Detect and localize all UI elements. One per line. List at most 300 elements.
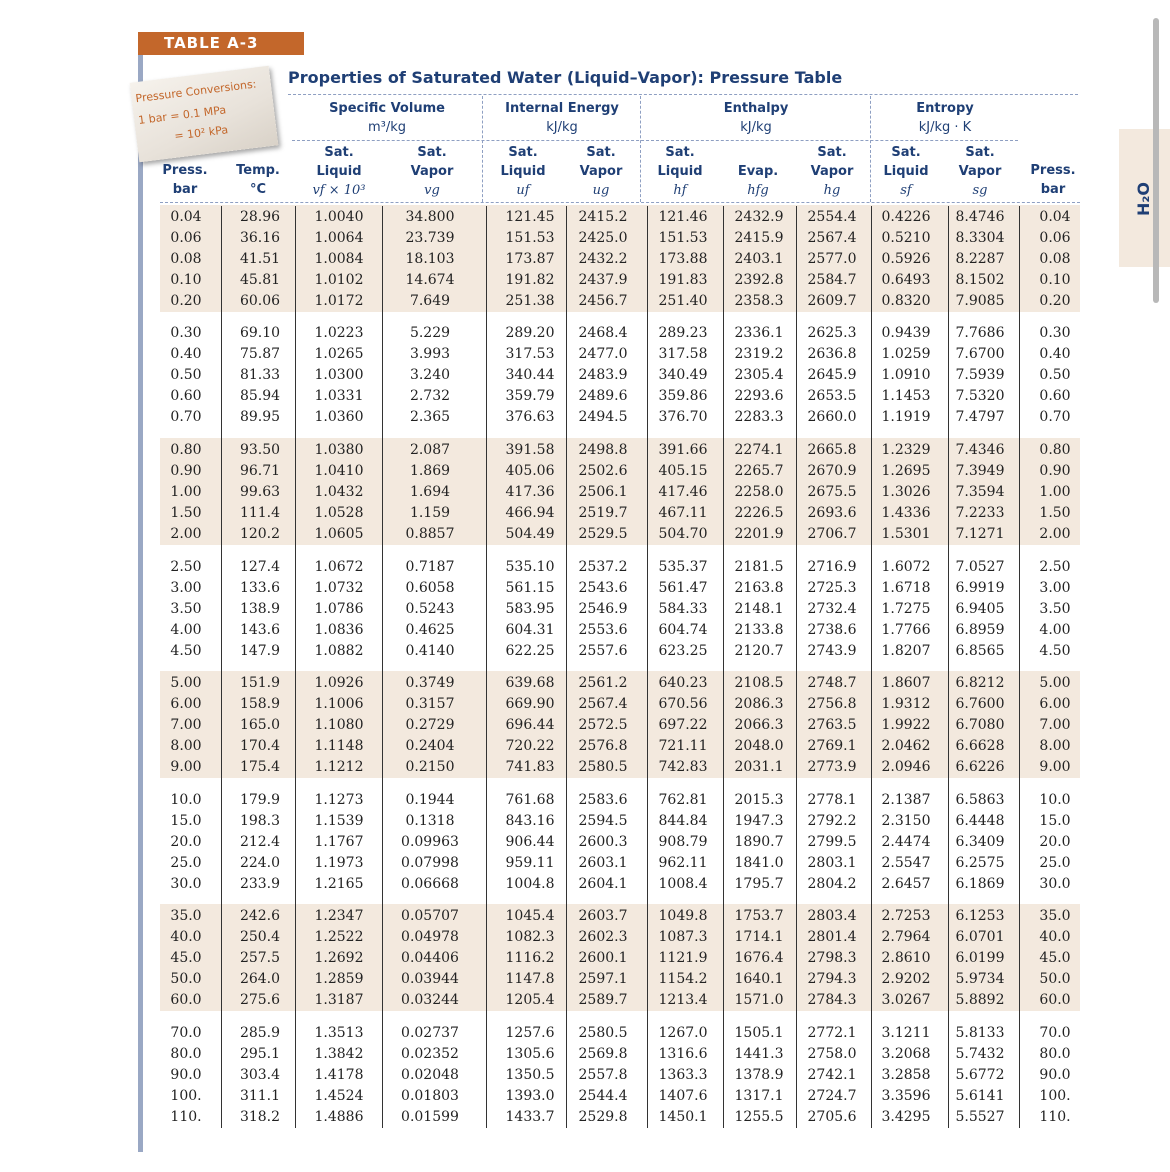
table-cell: 1.0172 — [314, 293, 364, 309]
table-cell: 0.08 — [170, 251, 202, 267]
table-cell: 1213.4 — [658, 992, 708, 1008]
table-cell: 143.6 — [239, 622, 281, 638]
table-cell: 0.30 — [1039, 325, 1071, 341]
table-cell: 1257.6 — [505, 1025, 555, 1041]
table-cell: 2567.4 — [807, 230, 857, 246]
column-divider — [871, 206, 872, 1128]
table-cell: 959.11 — [505, 855, 555, 871]
table-cell: 2557.6 — [578, 643, 628, 659]
table-cell: 7.3594 — [955, 484, 1005, 500]
table-cell: 0.04978 — [401, 929, 459, 945]
table-cell: 2553.6 — [578, 622, 628, 638]
table-cell: 151.9 — [239, 675, 281, 691]
table-cell: 6.4448 — [955, 813, 1005, 829]
table-cell: 110. — [1039, 1109, 1071, 1125]
table-cell: 40.0 — [170, 929, 202, 945]
table-cell: 10.0 — [170, 792, 202, 808]
table-cell: 0.04 — [1039, 209, 1071, 225]
table-cell: 2181.5 — [734, 559, 784, 575]
table-cell: 6.1253 — [955, 908, 1005, 924]
table-cell: 295.1 — [239, 1046, 281, 1062]
table-cell: 1.2329 — [881, 442, 931, 458]
table-cell: 2108.5 — [734, 675, 784, 691]
table-cell: 2.00 — [170, 526, 202, 542]
table-cell: 318.2 — [239, 1109, 281, 1125]
table-cell: 2258.0 — [734, 484, 784, 500]
table-cell: 604.31 — [505, 622, 555, 638]
table-cell: 2803.4 — [807, 908, 857, 924]
table-cell: 622.25 — [505, 643, 555, 659]
table-cell: 5.6772 — [955, 1067, 1005, 1083]
table-cell: 2293.6 — [734, 388, 784, 404]
table-cell: 3.00 — [1039, 580, 1071, 596]
table-cell: 1350.5 — [505, 1067, 555, 1083]
column-header: Temp. °C — [236, 163, 280, 197]
table-cell: 1640.1 — [734, 971, 784, 987]
table-cell: 1.0926 — [314, 675, 364, 691]
table-cell: 0.1318 — [405, 813, 455, 829]
table-cell: 20.0 — [170, 834, 202, 850]
table-cell: 85.94 — [239, 388, 281, 404]
table-cell: 0.03944 — [401, 971, 459, 987]
table-cell: 1.5301 — [881, 526, 931, 542]
table-cell: 2653.5 — [807, 388, 857, 404]
table-cell: 4.50 — [1039, 643, 1071, 659]
table-cell: 127.4 — [239, 559, 281, 575]
table-cell: 2031.1 — [734, 759, 784, 775]
table-cell: 2163.8 — [734, 580, 784, 596]
table-cell: 100. — [170, 1088, 202, 1104]
table-cell: 0.09963 — [401, 834, 459, 850]
conversions-heading: Pressure Conversions: — [134, 77, 258, 106]
table-cell: 1.2859 — [314, 971, 364, 987]
table-cell: 3.3596 — [881, 1088, 931, 1104]
table-cell: 2529.5 — [578, 526, 628, 542]
table-cell: 0.40 — [1039, 346, 1071, 362]
table-cell: 1.0265 — [314, 346, 364, 362]
table-cell: 120.2 — [239, 526, 281, 542]
table-cell: 2.0462 — [881, 738, 931, 754]
table-cell: 1.0064 — [314, 230, 364, 246]
column-header: Sat. Vapor hg — [810, 145, 854, 198]
table-cell: 1.3842 — [314, 1046, 364, 1062]
table-cell: 1.0300 — [314, 367, 364, 383]
table-cell: 1.1919 — [881, 409, 931, 425]
table-cell: 1753.7 — [734, 908, 784, 924]
table-cell: 14.674 — [405, 272, 455, 288]
table-cell: 7.5939 — [955, 367, 1005, 383]
table-cell: 583.95 — [505, 601, 555, 617]
table-cell: 90.0 — [170, 1067, 202, 1083]
table-cell: 151.53 — [658, 230, 708, 246]
column-divider — [948, 206, 949, 1128]
table-cell: 561.15 — [505, 580, 555, 596]
table-cell: 697.22 — [658, 717, 708, 733]
scrollbar[interactable] — [1153, 18, 1159, 303]
table-cell: 2133.8 — [734, 622, 784, 638]
table-cell: 96.71 — [239, 463, 281, 479]
table-cell: 720.22 — [505, 738, 555, 754]
table-cell: 60.0 — [1039, 992, 1071, 1008]
table-cell: 15.0 — [1039, 813, 1071, 829]
table-cell: 604.74 — [658, 622, 708, 638]
table-cell: 6.8565 — [955, 643, 1005, 659]
table-cell: 1267.0 — [658, 1025, 708, 1041]
table-cell: 2693.6 — [807, 505, 857, 521]
header-top-rule — [288, 94, 1078, 95]
table-cell: 2489.6 — [578, 388, 628, 404]
table-cell: 0.3157 — [405, 696, 455, 712]
table-cell: 2600.3 — [578, 834, 628, 850]
table-cell: 3.00 — [170, 580, 202, 596]
table-cell: 3.2858 — [881, 1067, 931, 1083]
table-cell: 1.1148 — [314, 738, 364, 754]
table-cell: 2529.8 — [578, 1109, 628, 1125]
table-cell: 1.00 — [170, 484, 202, 500]
table-cell: 5.229 — [409, 325, 451, 341]
table-cell: 2543.6 — [578, 580, 628, 596]
table-cell: 289.23 — [658, 325, 708, 341]
table-cell: 3.50 — [170, 601, 202, 617]
table-cell: 121.46 — [658, 209, 708, 225]
table-cell: 2803.1 — [807, 855, 857, 871]
table-cell: 2665.8 — [807, 442, 857, 458]
table-cell: 3.1211 — [881, 1025, 931, 1041]
table-cell: 2706.7 — [807, 526, 857, 542]
table-cell: 3.240 — [409, 367, 451, 383]
table-cell: 2537.2 — [578, 559, 628, 575]
table-cell: 6.0199 — [955, 950, 1005, 966]
table-cell: 289.20 — [505, 325, 555, 341]
table-cell: 30.0 — [170, 876, 202, 892]
table-cell: 2675.5 — [807, 484, 857, 500]
table-cell: 1505.1 — [734, 1025, 784, 1041]
table-cell: 4.50 — [170, 643, 202, 659]
table-cell: 1.0786 — [314, 601, 364, 617]
table-cell: 6.8959 — [955, 622, 1005, 638]
table-cell: 1378.9 — [734, 1067, 784, 1083]
table-cell: 2.50 — [170, 559, 202, 575]
table-cell: 1.00 — [1039, 484, 1071, 500]
table-cell: 535.37 — [658, 559, 708, 575]
table-cell: 2.732 — [409, 388, 451, 404]
table-cell: 2066.3 — [734, 717, 784, 733]
table-cell: 0.10 — [170, 272, 202, 288]
table-cell: 1008.4 — [658, 876, 708, 892]
table-cell: 504.70 — [658, 526, 708, 542]
table-cell: 93.50 — [239, 442, 281, 458]
table-cell: 2660.0 — [807, 409, 857, 425]
table-cell: 844.84 — [658, 813, 708, 829]
table-cell: 111.4 — [239, 505, 281, 521]
table-cell: 6.1869 — [955, 876, 1005, 892]
table-cell: 2.8610 — [881, 950, 931, 966]
table-cell: 7.2233 — [955, 505, 1005, 521]
table-cell: 0.8320 — [881, 293, 931, 309]
table-cell: 250.4 — [239, 929, 281, 945]
table-cell: 1.0605 — [314, 526, 364, 542]
table-cell: 0.4625 — [405, 622, 455, 638]
table-cell: 311.1 — [239, 1088, 281, 1104]
table-cell: 2403.1 — [734, 251, 784, 267]
column-divider — [796, 206, 797, 1128]
table-cell: 762.81 — [658, 792, 708, 808]
table-cell: 15.0 — [170, 813, 202, 829]
table-cell: 0.20 — [170, 293, 202, 309]
table-cell: 2.4474 — [881, 834, 931, 850]
table-cell: 147.9 — [239, 643, 281, 659]
table-cell: 121.45 — [505, 209, 555, 225]
table-cell: 2576.8 — [578, 738, 628, 754]
table-cell: 151.53 — [505, 230, 555, 246]
table-cell: 1.4336 — [881, 505, 931, 521]
table-cell: 1363.3 — [658, 1067, 708, 1083]
conversion-line-2: = 10² kPa — [173, 123, 229, 143]
table-cell: 0.8857 — [405, 526, 455, 542]
table-cell: 2.00 — [1039, 526, 1071, 542]
table-cell: 50.0 — [1039, 971, 1071, 987]
table-cell: 6.7600 — [955, 696, 1005, 712]
table-cell: 0.7187 — [405, 559, 455, 575]
table-cell: 1.0040 — [314, 209, 364, 225]
table-cell: 359.86 — [658, 388, 708, 404]
table-cell: 45.0 — [170, 950, 202, 966]
table-cell: 7.6700 — [955, 346, 1005, 362]
table-cell: 2336.1 — [734, 325, 784, 341]
table-cell: 80.0 — [1039, 1046, 1071, 1062]
table-cell: 0.5926 — [881, 251, 931, 267]
table-cell: 251.40 — [658, 293, 708, 309]
table-cell: 2494.5 — [578, 409, 628, 425]
table-cell: 1.4178 — [314, 1067, 364, 1083]
table-cell: 340.49 — [658, 367, 708, 383]
table-cell: 1.0528 — [314, 505, 364, 521]
table-cell: 2468.4 — [578, 325, 628, 341]
table-cell: 843.16 — [505, 813, 555, 829]
table-cell: 2801.4 — [807, 929, 857, 945]
table-cell: 2670.9 — [807, 463, 857, 479]
table-cell: 0.70 — [1039, 409, 1071, 425]
table-cell: 2226.5 — [734, 505, 784, 521]
table-cell: 2725.3 — [807, 580, 857, 596]
table-cell: 2732.4 — [807, 601, 857, 617]
table-cell: 0.4226 — [881, 209, 931, 225]
table-cell: 5.8892 — [955, 992, 1005, 1008]
table-cell: 5.9734 — [955, 971, 1005, 987]
table-cell: 7.1271 — [955, 526, 1005, 542]
table-cell: 6.8212 — [955, 675, 1005, 691]
table-cell: 0.5210 — [881, 230, 931, 246]
column-header: Sat. Liquid vf × 10³ — [312, 145, 366, 198]
table-cell: 7.7686 — [955, 325, 1005, 341]
table-cell: 2625.3 — [807, 325, 857, 341]
table-cell: 391.66 — [658, 442, 708, 458]
table-cell: 1.6718 — [881, 580, 931, 596]
table-cell: 2716.9 — [807, 559, 857, 575]
table-cell: 696.44 — [505, 717, 555, 733]
table-cell: 1.0331 — [314, 388, 364, 404]
table-cell: 2319.2 — [734, 346, 784, 362]
table-cell: 2432.9 — [734, 209, 784, 225]
header-bottom-rule — [160, 202, 1080, 203]
table-cell: 2265.7 — [734, 463, 784, 479]
table-cell: 2772.1 — [807, 1025, 857, 1041]
group-header-enthalpy: Enthalpy kJ/kg — [723, 101, 789, 135]
table-cell: 0.20 — [1039, 293, 1071, 309]
table-cell: 1.3187 — [314, 992, 364, 1008]
table-cell: 1.2692 — [314, 950, 364, 966]
table-cell: 0.50 — [1039, 367, 1071, 383]
table-cell: 1087.3 — [658, 929, 708, 945]
group-header-internal-energy: Internal Energy kJ/kg — [505, 101, 619, 135]
table-cell: 2748.7 — [807, 675, 857, 691]
table-cell: 0.02352 — [401, 1046, 459, 1062]
pressure-conversions-card — [130, 66, 279, 162]
table-cell: 1.2522 — [314, 929, 364, 945]
table-cell: 0.06 — [170, 230, 202, 246]
table-cell: 6.5863 — [955, 792, 1005, 808]
table-cell: 1.0910 — [881, 367, 931, 383]
table-cell: 1154.2 — [658, 971, 708, 987]
table-cell: 173.87 — [505, 251, 555, 267]
table-cell: 6.9405 — [955, 601, 1005, 617]
table-cell: 69.10 — [239, 325, 281, 341]
table-cell: 0.06 — [1039, 230, 1071, 246]
table-cell: 0.30 — [170, 325, 202, 341]
table-cell: 669.90 — [505, 696, 555, 712]
column-header: Sat. Vapor ug — [579, 145, 623, 198]
table-cell: 20.0 — [1039, 834, 1071, 850]
column-header: Press. bar — [162, 163, 208, 197]
table-cell: 2603.1 — [578, 855, 628, 871]
table-title: Properties of Saturated Water (Liquid–Vapor): Pressure Table — [288, 68, 843, 87]
table-cell: 7.00 — [170, 717, 202, 733]
table-cell: 2.365 — [409, 409, 451, 425]
table-cell: 391.58 — [505, 442, 555, 458]
table-cell: 2561.2 — [578, 675, 628, 691]
table-cell: 0.4140 — [405, 643, 455, 659]
table-cell: 2.3150 — [881, 813, 931, 829]
table-cell: 1.0380 — [314, 442, 364, 458]
table-cell: 40.0 — [1039, 929, 1071, 945]
table-cell: 2.1387 — [881, 792, 931, 808]
table-cell: 2358.3 — [734, 293, 784, 309]
table-cell: 741.83 — [505, 759, 555, 775]
table-cell: 504.49 — [505, 526, 555, 542]
table-cell: 1.159 — [409, 505, 451, 521]
table-cell: 2.9202 — [881, 971, 931, 987]
table-cell: 158.9 — [239, 696, 281, 712]
table-cell: 175.4 — [239, 759, 281, 775]
table-cell: 2645.9 — [807, 367, 857, 383]
column-divider — [221, 206, 222, 1128]
table-cell: 405.06 — [505, 463, 555, 479]
table-cell: 2432.2 — [578, 251, 628, 267]
table-cell: 2602.3 — [578, 929, 628, 945]
table-cell: 35.0 — [170, 908, 202, 924]
table-cell: 2769.1 — [807, 738, 857, 754]
table-cell: 5.8133 — [955, 1025, 1005, 1041]
table-cell: 2.5547 — [881, 855, 931, 871]
table-cell: 45.0 — [1039, 950, 1071, 966]
table-cell: 1.3513 — [314, 1025, 364, 1041]
table-cell: 1450.1 — [658, 1109, 708, 1125]
table-cell: 6.6226 — [955, 759, 1005, 775]
column-divider — [382, 206, 383, 1128]
table-cell: 0.90 — [1039, 463, 1071, 479]
table-cell: 2594.5 — [578, 813, 628, 829]
table-cell: 275.6 — [239, 992, 281, 1008]
table-cell: 906.44 — [505, 834, 555, 850]
table-cell: 2554.4 — [807, 209, 857, 225]
table-cell: 317.58 — [658, 346, 708, 362]
table-cell: 41.51 — [239, 251, 281, 267]
table-cell: 80.0 — [170, 1046, 202, 1062]
table-cell: 25.0 — [1039, 855, 1071, 871]
table-cell: 2603.7 — [578, 908, 628, 924]
table-cell: 317.53 — [505, 346, 555, 362]
table-cell: 1676.4 — [734, 950, 784, 966]
table-cell: 1305.6 — [505, 1046, 555, 1062]
table-cell: 2305.4 — [734, 367, 784, 383]
table-cell: 1.0836 — [314, 622, 364, 638]
table-cell: 2546.9 — [578, 601, 628, 617]
table-cell: 2784.3 — [807, 992, 857, 1008]
table-cell: 2477.0 — [578, 346, 628, 362]
table-cell: 1.9922 — [881, 717, 931, 733]
table-cell: 0.6493 — [881, 272, 931, 288]
column-divider — [566, 206, 567, 1128]
table-cell: 81.33 — [239, 367, 281, 383]
table-cell: 1.50 — [170, 505, 202, 521]
table-cell: 2580.5 — [578, 1025, 628, 1041]
table-cell: 0.70 — [170, 409, 202, 425]
table-cell: 1.0732 — [314, 580, 364, 596]
table-cell: 0.07998 — [401, 855, 459, 871]
table-cell: 1.9312 — [881, 696, 931, 712]
table-cell: 224.0 — [239, 855, 281, 871]
table-cell: 285.9 — [239, 1025, 281, 1041]
column-header: Sat. Vapor sg — [958, 145, 1002, 198]
table-cell: 2756.8 — [807, 696, 857, 712]
table-cell: 1.0223 — [314, 325, 364, 341]
table-cell: 2544.4 — [578, 1088, 628, 1104]
table-cell: 1841.0 — [734, 855, 784, 871]
table-cell: 2274.1 — [734, 442, 784, 458]
table-cell: 1.50 — [1039, 505, 1071, 521]
table-cell: 2.50 — [1039, 559, 1071, 575]
table-cell: 50.0 — [170, 971, 202, 987]
table-cell: 36.16 — [239, 230, 281, 246]
table-cell: 1116.2 — [505, 950, 555, 966]
table-cell: 2577.0 — [807, 251, 857, 267]
table-cell: 0.5243 — [405, 601, 455, 617]
table-cell: 7.4346 — [955, 442, 1005, 458]
table-cell: 2773.9 — [807, 759, 857, 775]
table-cell: 1441.3 — [734, 1046, 784, 1062]
column-divider — [486, 206, 487, 1128]
table-cell: 1.0259 — [881, 346, 931, 362]
table-cell: 2425.0 — [578, 230, 628, 246]
table-cell: 1795.7 — [734, 876, 784, 892]
column-divider — [723, 206, 724, 1128]
table-cell: 25.0 — [170, 855, 202, 871]
table-cell: 5.00 — [170, 675, 202, 691]
table-cell: 0.6058 — [405, 580, 455, 596]
table-cell: 561.47 — [658, 580, 708, 596]
table-cell: 2604.1 — [578, 876, 628, 892]
group-header-rule — [292, 140, 1018, 141]
